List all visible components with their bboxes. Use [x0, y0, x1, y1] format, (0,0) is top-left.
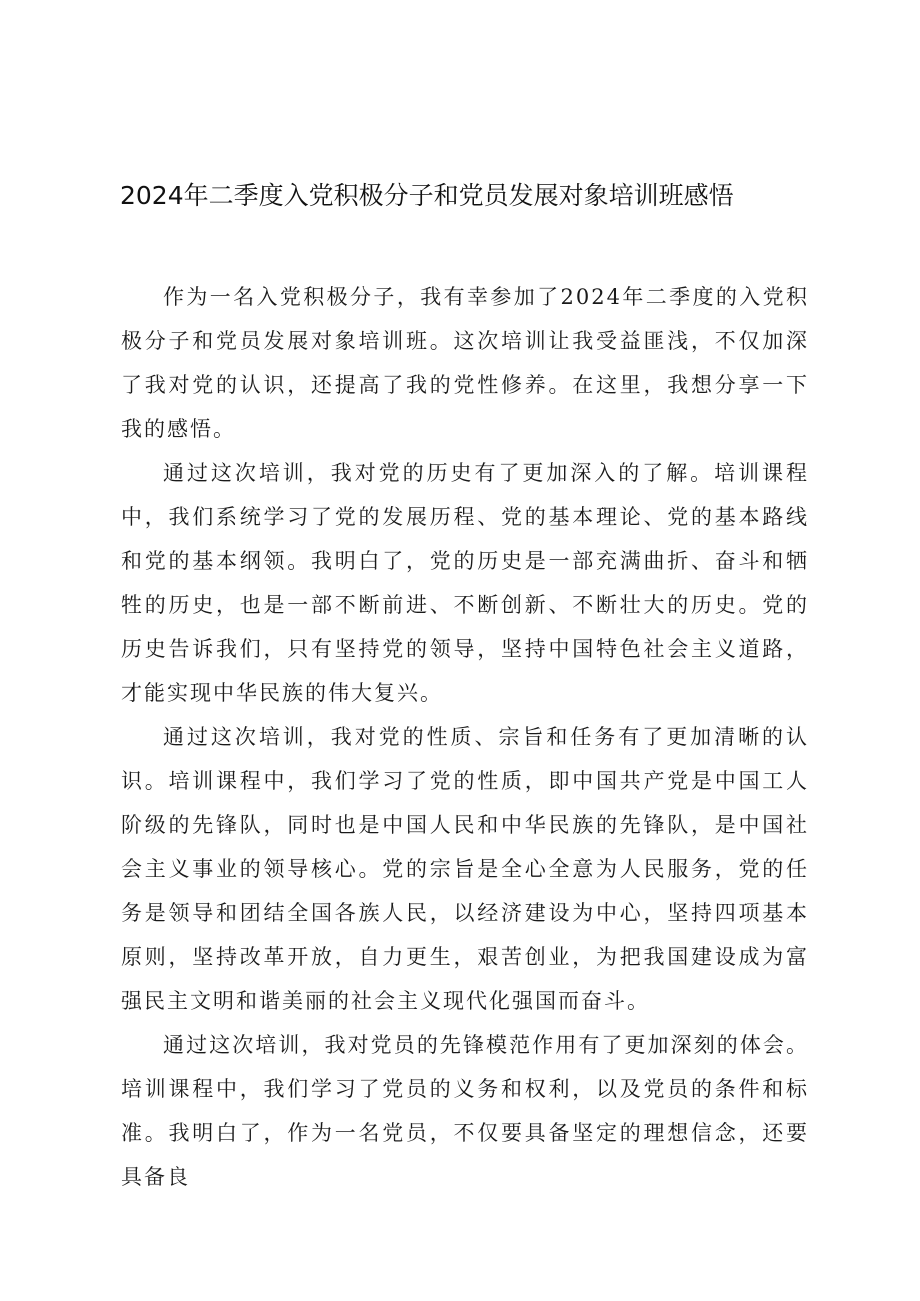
paragraph-party-history: 通过这次培训，我对党的历史有了更加深入的了解。培训课程中，我们系统学习了党的发展历程、党的基本理论、党的基本路线和党的基本纲领。我明白了，党的历史是一部充满曲折、奋斗和牺牲的历史，也是一部不断前进、不断创新、不断壮大的历史。党的历史告诉我们，只有坚持党的领导，坚持中国特色社会主义道路，才能实现中华民族的伟大复兴。	[121, 461, 809, 705]
paragraph-member-role: 通过这次培训，我对党员的先锋模范作用有了更加深刻的体会。培训课程中，我们学习了党员的义务和权利，以及党员的条件和标准。我明白了，作为一名党员，不仅要具备坚定的理想信念，还要具备良	[121, 1033, 809, 1189]
document-title: 2024年二季度入党积极分子和党员发展对象培训班感悟	[120, 181, 734, 210]
document-body	[121, 275, 809, 1199]
paragraph-party-nature: 通过这次培训，我对党的性质、宗旨和任务有了更加清晰的认识。培训课程中，我们学习了党的性质，即中国共产党是中国工人阶级的先锋队，同时也是中国人民和中华民族的先锋队，是中国社会主义事业的领导核心。党的宗旨是全心全意为人民服务，党的任务是领导和团结全国各族人民，以经济建设为中心，坚持四项基本原则，坚持改革开放，自力更生，艰苦创业，为把我国建设成为富强民主文明和谐美丽的社会主义现代化强国而奋斗。	[121, 725, 809, 1013]
paragraph-intro: 作为一名入党积极分子，我有幸参加了2024年二季度的入党积极分子和党员发展对象培训班。这次培训让我受益匪浅，不仅加深了我对党的认识，还提高了我的党性修养。在这里，我想分享一下我的感悟。	[121, 285, 809, 441]
